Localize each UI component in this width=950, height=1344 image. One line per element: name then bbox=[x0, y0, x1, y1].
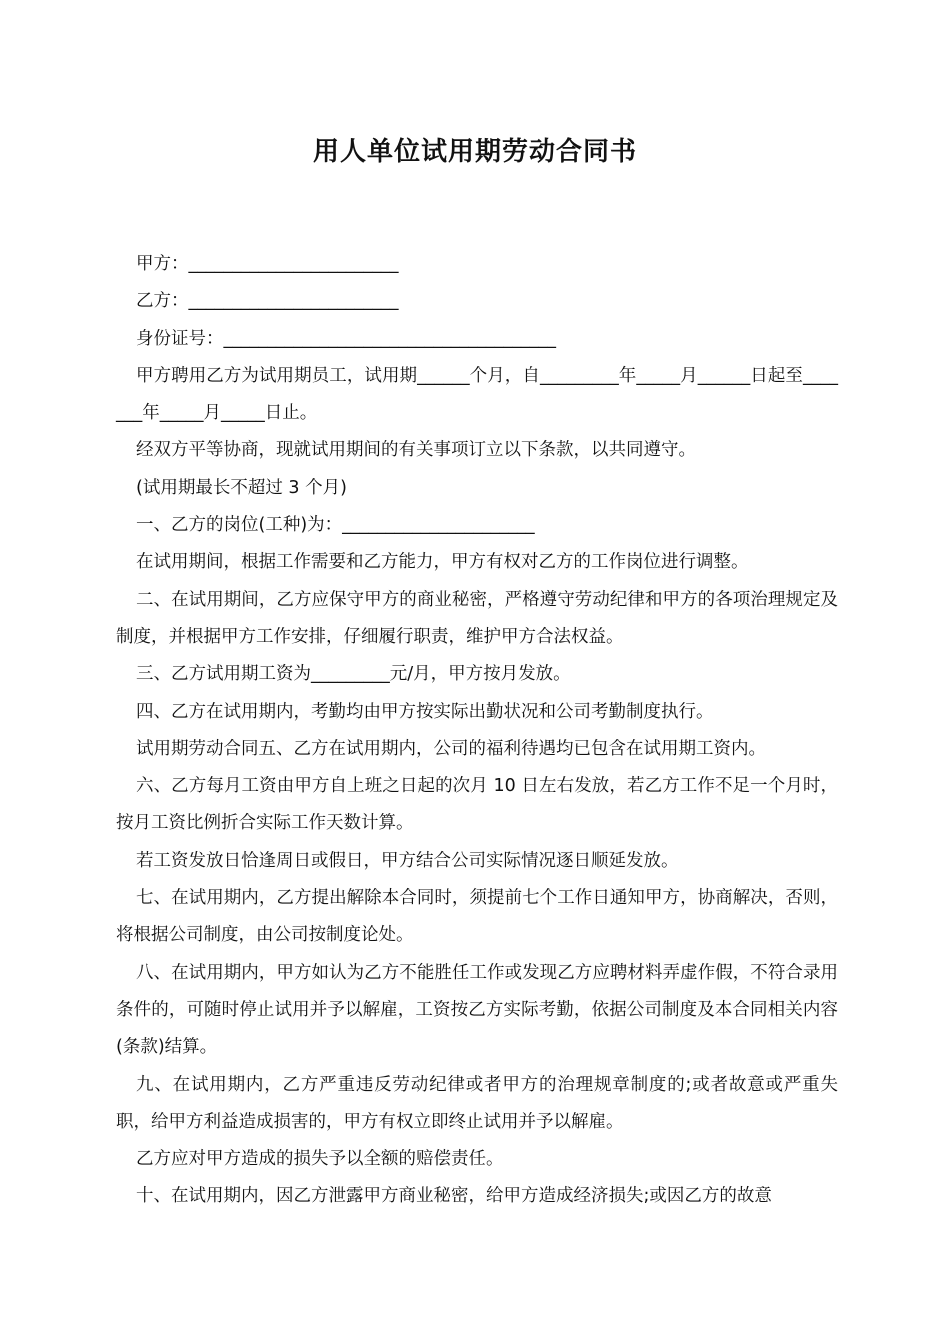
clause-3-salary: 三、乙方试用期工资为_________元/月，甲方按月发放。 bbox=[136, 664, 571, 685]
clause-4-attendance: 四、乙方在试用期内，考勤均由甲方按实际出勤状况和公司考勤制度执行。 bbox=[136, 701, 714, 722]
clause-1-position: 一、乙方的岗位(工种)为：______________________ bbox=[136, 515, 535, 536]
clause-6-payment: 六、乙方每月工资由甲方自上班之日起的次月 10 日左右发放，若乙方工作不足一个月时，按月工资比例折合实际工作天数计算。 bbox=[116, 776, 838, 834]
clause-5-benefits: 试用期劳动合同五、乙方在试用期内，公司的福利待遇均已包含在试用期工资内。 bbox=[136, 738, 766, 759]
party-a-line: 甲方：________________________ bbox=[136, 254, 399, 274]
clause-7-resignation: 七、在试用期内，乙方提出解除本合同时，须提前七个工作日通知甲方，协商解决，否则，将根据公司制度，由公司按制度论处。 bbox=[116, 888, 838, 946]
party-b-line: 乙方：________________________ bbox=[136, 291, 399, 312]
agreement-intro-paragraph: 经双方平等协商，现就试用期间的有关事项订立以下条款，以共同遵守。 bbox=[136, 440, 696, 461]
clause-1-adjustment: 在试用期间，根据工作需要和乙方能力，甲方有权对乙方的工作岗位进行调整。 bbox=[136, 552, 749, 573]
document-body bbox=[116, 246, 838, 1216]
clause-9-violation: 九、在试用期内，乙方严重违反劳动纪律或者甲方的治理规章制度的;或者故意或严重失职，给甲方利益造成损害的，甲方有权立即终止试用并予以解雇。 bbox=[116, 1074, 838, 1132]
document-title: 用人单位试用期劳动合同书 bbox=[312, 137, 637, 167]
clause-10-secrets: 十、在试用期内，因乙方泄露甲方商业秘密，给甲方造成经济损失;或因乙方的故意 bbox=[136, 1186, 772, 1207]
clause-9-compensation: 乙方应对甲方造成的损失予以全额的赔偿责任。 bbox=[136, 1149, 504, 1170]
probation-limit-note: (试用期最长不超过 3 个月) bbox=[136, 477, 347, 498]
probation-period-paragraph: 甲方聘用乙方为试用期员工，试用期______个月，自_________年_____月______日起至_______年_____月_____日止。 bbox=[116, 365, 838, 424]
id-number-line: 身份证号：______________________________________ bbox=[136, 328, 556, 349]
clause-8-dismissal: 八、在试用期内，甲方如认为乙方不能胜任工作或发现乙方应聘材料弄虚作假，不符合录用条件的，可随时停止试用并予以解雇，工资按乙方实际考勤，依据公司制度及本合同相关内容(条款)结算。 bbox=[116, 962, 838, 1058]
clause-6-holiday: 若工资发放日恰逢周日或假日，甲方结合公司实际情况逐日顺延发放。 bbox=[136, 850, 679, 871]
clause-2-confidentiality: 二、在试用期间，乙方应保守甲方的商业秘密，严格遵守劳动纪律和甲方的各项治理规定及制度，并根据甲方工作安排，仔细履行职责，维护甲方合法权益。 bbox=[116, 589, 838, 647]
